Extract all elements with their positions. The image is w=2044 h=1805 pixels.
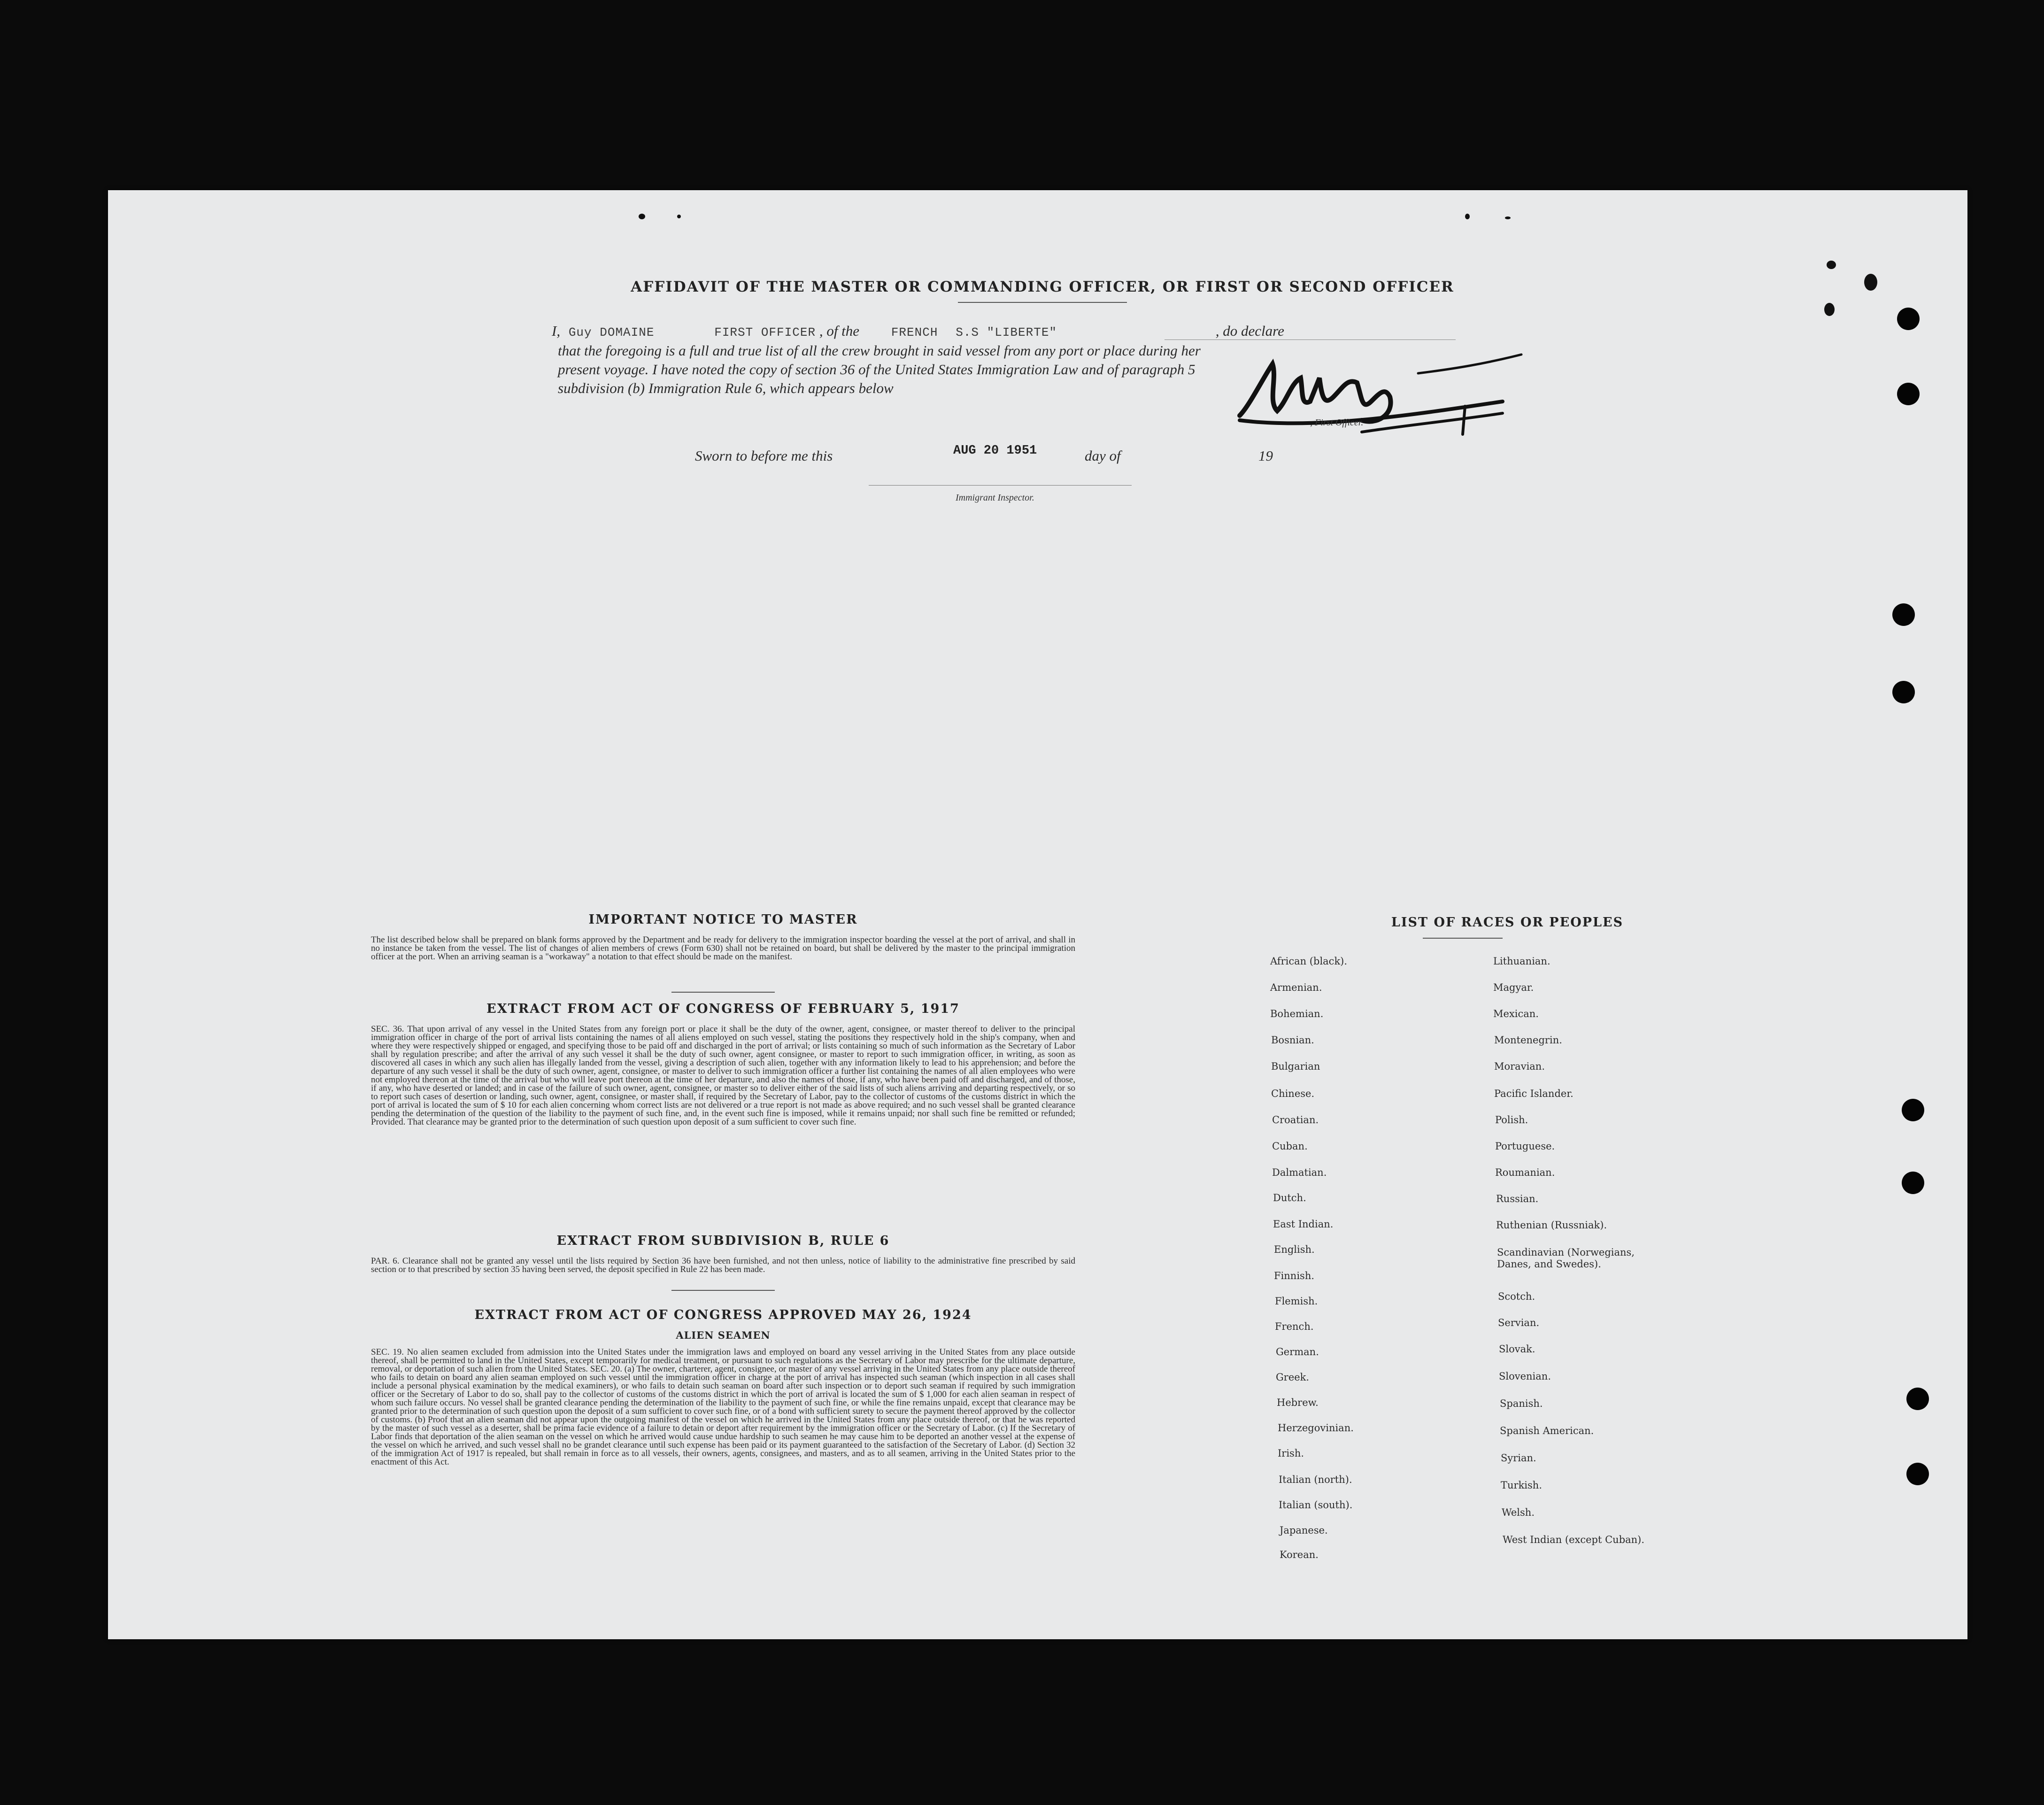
affidavit-line-3: present voyage. I have noted the copy of section 36 of the United States Immigration Law and of paragraph 5 xyxy=(558,361,1196,378)
race-item: Slovenian. xyxy=(1499,1371,1551,1382)
act-1924-title: EXTRACT FROM ACT OF CONGRESS APPROVED MAY 26, 1924 xyxy=(474,1308,972,1322)
race-item: Mexican. xyxy=(1493,1008,1539,1019)
race-item: Magyar. xyxy=(1493,982,1534,993)
of-the-label: , of the xyxy=(819,323,860,339)
race-item: Chinese. xyxy=(1271,1088,1315,1099)
race-item: Dalmatian. xyxy=(1272,1167,1327,1178)
race-item: Italian (south). xyxy=(1279,1499,1353,1511)
affidavit-line-4: subdivision (b) Immigration Rule 6, which appears below xyxy=(558,380,894,396)
act-1917-body: SEC. 36. That upon arrival of any vessel in the United States from any foreign port or place it shall be the duty of the owner, agent, consignee, or master thereof to deliver to the principal immigration officer in charge of the port of arrival lists containing the names of all aliens employed on such vessel, stating the positions they respectively hold in the ship's company, when and where they were respectively shipped or engaged, and specifying those to be paid off and discharged in the port of arrival; or lists containing so much of such information as the Secretary of Labor shall by regulation prescribe; and after the arrival of any such vessel it shall be the duty of such owner, agent consignee, or master to report to such immigration officer, in writing, as soon as discovered all cases in which any such alien has illegally landed from the vessel, giving a description of such alien, together with any information likely to lead to his apprehension; and before the departure of any such vessel it shall be the duty of such owner, agent, consignee, or master to deliver to such immigration officer a further list containing the names of all alien employees who were not employed thereon at the time of the arrival but who will leave port thereon at the time of her departure, and also the names of those, if any, who have been paid off and discharged, and of those, if any, who have deserted or landed; and in case of the failure of such owner, agent, consignee, or master so to deliver either of the said lists of such aliens arriving and departing respectively, or so to report such cases of desertion or landing, such owner, agent, consignee, or master shall, if required by the Secretary of Labor, pay to the collector of customs of the customs district in which the port of arrival is located the sum of $ 10 for each alien concerning whom correct lists are not delivered or a true report is not made as above required; and no such vessel shall be granted clearance pending the determination of the question of the liability to the payment of such fine, and, in the event such fine is imposed, while it remains unpaid; nor shall such fine be remitted or refunded; Provided. That clearance may be granted prior to the determination of such question upon deposit of a sum sufficient to cover such fine. xyxy=(371,1024,1075,1127)
title-underline xyxy=(958,302,1127,303)
race-item: Armenian. xyxy=(1270,982,1322,993)
ink-speck xyxy=(1824,303,1835,316)
race-item: African (black). xyxy=(1270,956,1348,967)
race-item: Bohemian. xyxy=(1270,1008,1324,1019)
race-item: Servian. xyxy=(1498,1317,1540,1328)
race-item: Bulgarian xyxy=(1271,1061,1320,1072)
race-item: Slovak. xyxy=(1499,1343,1535,1355)
divider xyxy=(671,992,775,993)
do-declare-label: , do declare xyxy=(1215,323,1284,339)
ink-speck xyxy=(1465,214,1470,219)
race-item: Montenegrin. xyxy=(1494,1034,1562,1046)
ink-speck xyxy=(639,214,645,219)
sworn-label: Sworn to before me this xyxy=(695,447,833,464)
ink-speck xyxy=(677,215,681,218)
race-item: Croatian. xyxy=(1272,1114,1319,1126)
race-item: Irish. xyxy=(1278,1448,1304,1459)
race-item: Dutch. xyxy=(1273,1192,1306,1203)
race-item: Roumanian. xyxy=(1495,1167,1555,1178)
race-item: East Indian. xyxy=(1273,1219,1334,1230)
divider xyxy=(671,1290,775,1291)
punch-hole xyxy=(1897,308,1920,330)
punch-hole xyxy=(1902,1172,1924,1194)
ink-speck xyxy=(1864,274,1877,291)
punch-hole xyxy=(1902,1099,1924,1121)
race-item: Bosnian. xyxy=(1271,1034,1314,1046)
notice-title: IMPORTANT NOTICE TO MASTER xyxy=(588,912,858,927)
vessel-name: S.S "LIBERTE" xyxy=(956,325,1057,339)
race-item: Hebrew. xyxy=(1277,1397,1319,1408)
race-item: Scandinavian (Norwegians, Danes, and Swedes). xyxy=(1497,1247,1635,1270)
race-item: Polish. xyxy=(1495,1114,1528,1126)
affidavit-pronoun: I, xyxy=(552,323,561,339)
ink-speck xyxy=(1827,261,1836,269)
act-1924-body: SEC. 19. No alien seamen excluded from admission into the United States under the immigration laws and employed on board any vessel arriving in the United States from any place outside thereof, shall be permitted to land in the United States, except temporarily for medical treatment, or pursuant to such regulations as the Secretary of Labor may prescribe for the ultimate departure, removal, or deportation of such alien from the United States. SEC. 20. (a) The owner, charterer, agent, consignee, or master of any vessel arriving in the United States from any place outside thereof who fails to detain on board any alien seaman employed on such vessel until the immigration officer in charge at the port of arrival has inspected such seaman (which inspection in all cases shall include a personal physical examination by the medical examiners), or who fails to detain such seaman on board after such inspection or to deport such seaman if required by such immigration officer or the Secretary of Labor to do so, shall pay to the collector of customs of the customs district in which the port of arrival is located the sum of $ 1,000 for each alien seaman in respect of whom such failure occurs. No vessel shall be granted clearance pending the determination of the liability to the payment of such fine, or while the fine remains unpaid, except that clearance may be granted prior to the determination of such question upon the deposit of a sum sufficient to cover such fine, or of a bond with sufficient surety to secure the payment thereof approved by the collector of customs. (b) Proof that an alien seaman did not appear upon the outgoing manifest of the vessel on which he arrived in the United States from any place outside thereof, or that he was reported by the master of such vessel as a deserter, shall be prima facie evidence of a failure to detain or deport after requirement by the immigration officer or the Secretary of Labor. (c) If the Secretary of Labor finds that deportation of the alien seaman on the vessel on which he arrived would cause undue hardship to such seamen he may cause him to be deported an another vessel at the expense of the vessel on which he arrived, and such vessel shall no be grandet clearance until such expense has been paid or its payment guaranteed to the satisfaction of the Secretary of Labor. (d) Section 32 of the immigration Act of 1917 is repealed, but shall remain in force as to all vessels, their owners, agents, consignees, and masters, and as to all seamen, arriving in the United States prior to the enactment of this Act. xyxy=(371,1347,1075,1467)
race-item: Pacific Islander. xyxy=(1494,1088,1573,1099)
signature-caption: , First Officer. xyxy=(1310,417,1364,428)
race-item: Flemish. xyxy=(1275,1296,1318,1307)
race-item: Spanish American. xyxy=(1500,1425,1594,1436)
race-item: English. xyxy=(1274,1244,1315,1255)
race-item: Finnish. xyxy=(1274,1270,1315,1281)
notice-body: The list described below shall be prepared on blank forms approved by the Department and be ready for delivery to the immigration inspector boarding the vessel at the port of arrival, and shall in no instance be taken from the vessel. The list of changes of alien members of crews (Form 630) shall not be retained on board, but shall be delivered by the master to the principal immigration officer at the port. When an arriving seaman is a "workaway" a notation to that effect should be made on the manifest. xyxy=(371,935,1075,962)
race-item: Lithuanian. xyxy=(1493,956,1550,967)
race-item: Japanese. xyxy=(1280,1525,1328,1536)
race-item: Scotch. xyxy=(1498,1291,1535,1302)
race-item: Italian (north). xyxy=(1279,1474,1352,1485)
punch-hole xyxy=(1897,383,1920,405)
document-page xyxy=(108,190,1967,1639)
race-item: Herzegovinian. xyxy=(1278,1422,1354,1434)
act-1917-title: EXTRACT FROM ACT OF CONGRESS OF FEBRUARY 5, 1917 xyxy=(486,1002,960,1016)
act-1924-subtitle: ALIEN SEAMEN xyxy=(676,1329,771,1341)
race-item: Ruthenian (Russniak). xyxy=(1496,1219,1607,1231)
race-item: Cuban. xyxy=(1272,1141,1308,1152)
race-item: Turkish. xyxy=(1501,1480,1542,1491)
rule-6-body: PAR. 6. Clearance shall not be granted any vessel until the lists required by Section 36 have been furnished, and not then unless, notice of liability to the administrative fine prescribed by said section or to that prescribed by section 35 having been served, the deposit specified in Rule 22 has been made. xyxy=(371,1256,1075,1274)
sworn-date-stamp: AUG 20 1951 xyxy=(953,444,1037,458)
races-title: LIST OF RACES OR PEOPLES xyxy=(1391,915,1624,930)
race-item: Spanish. xyxy=(1500,1398,1543,1409)
officer-name: Guy DOMAINE xyxy=(568,325,655,339)
punch-hole xyxy=(1892,603,1915,626)
vessel-underline xyxy=(1165,339,1456,340)
day-of-label: day of xyxy=(1085,447,1121,464)
race-item: Portuguese. xyxy=(1495,1141,1555,1152)
ink-speck xyxy=(1505,216,1511,219)
inspector-label: Immigrant Inspector. xyxy=(956,493,1034,503)
race-item: Russian. xyxy=(1496,1193,1539,1204)
race-item: French. xyxy=(1275,1321,1314,1332)
punch-hole xyxy=(1892,681,1915,703)
affidavit-line-2: that the foregoing is a full and true list of all the crew brought in said vessel from any port or place during her xyxy=(558,342,1201,359)
race-item: Welsh. xyxy=(1502,1507,1535,1518)
punch-hole xyxy=(1906,1388,1929,1410)
vessel-nationality: FRENCH xyxy=(891,325,938,339)
officer-rank: FIRST OFFICER xyxy=(714,325,816,339)
race-item: Korean. xyxy=(1280,1549,1319,1560)
races-title-underline xyxy=(1423,938,1503,939)
race-item: German. xyxy=(1276,1346,1319,1358)
race-item: Syrian. xyxy=(1501,1452,1536,1464)
affidavit-line-1 xyxy=(552,323,1284,339)
year-prefix: 19 xyxy=(1258,447,1273,464)
inspector-signature-line xyxy=(869,485,1132,486)
affidavit-title: AFFIDAVIT OF THE MASTER OR COMMANDING OFFICER, OR FIRST OR SECOND OFFICER xyxy=(631,278,1454,295)
race-item: Greek. xyxy=(1276,1372,1310,1383)
signature xyxy=(1221,350,1597,444)
race-item: Moravian. xyxy=(1494,1061,1545,1072)
race-item: West Indian (except Cuban). xyxy=(1503,1534,1645,1545)
punch-hole xyxy=(1906,1463,1929,1485)
rule-6-title: EXTRACT FROM SUBDIVISION B, RULE 6 xyxy=(556,1234,890,1248)
